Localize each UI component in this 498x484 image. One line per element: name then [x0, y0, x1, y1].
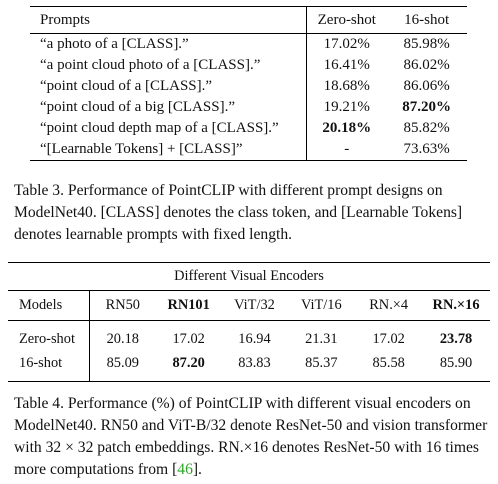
value-cell: 85.90 [422, 351, 490, 382]
value-cell: 85.58 [355, 351, 422, 382]
value-cell: 20.18 [106, 330, 139, 347]
citation-link[interactable]: 46 [177, 461, 193, 478]
value-cell: 17.02 [172, 330, 205, 347]
prompt-cell: “point cloud of a [CLASS].” [30, 76, 307, 97]
caption-text-end: ]. [192, 461, 202, 478]
caption-text: Table 4. Performance (%) of PointCLIP with different visual encoders on ModelNet40. RN50 and ViT-B/32 denote ResNet-50 and vision transformer with 32 × 32 patch embeddings. RN.×16 denotes ResNet-50 with 16 times more computations from [ [14, 395, 488, 478]
sixteen-shot-cell-best: 87.20% [402, 99, 452, 115]
header-vit16: ViT/16 [287, 291, 355, 321]
table-row [30, 118, 467, 139]
table-4-visual-encoders [8, 262, 490, 382]
value-cell: 16.94 [238, 330, 271, 347]
sixteen-shot-cell: 86.06% [403, 78, 450, 94]
zero-shot-cell: - [307, 139, 387, 161]
row-label: Zero-shot [8, 321, 89, 352]
table-row [30, 97, 467, 118]
value-cell-best: 87.20 [156, 351, 222, 382]
prompt-cell: “point cloud depth map of a [CLASS].” [30, 118, 307, 139]
value-cell-best: 23.78 [439, 330, 473, 347]
header-models: Models [8, 291, 89, 321]
value-cell: 17.02 [372, 330, 405, 347]
table-4-caption [14, 393, 488, 481]
header-vit32: ViT/32 [222, 291, 288, 321]
header-rnx16: RN.×16 [422, 291, 490, 321]
value-cell: 21.31 [305, 330, 338, 347]
header-16-shot: 16-shot [386, 7, 467, 34]
prompt-cell: “point cloud of a big [CLASS].” [30, 97, 307, 118]
sixteen-shot-cell: 85.98% [403, 36, 450, 52]
table-3-prompt-designs [30, 6, 467, 161]
zero-shot-cell: 17.02% [323, 36, 370, 52]
table-4-header-row [8, 291, 490, 321]
header-rnx4: RN.×4 [355, 291, 422, 321]
row-label: 16-shot [8, 351, 89, 382]
table-4-group-header-row [8, 263, 490, 291]
zero-shot-cell: 18.68% [323, 78, 370, 94]
sixteen-shot-cell: 86.02% [403, 57, 450, 73]
zero-shot-cell-best: 20.18% [322, 120, 372, 136]
sixteen-shot-cell: 73.63% [386, 139, 467, 161]
header-rn101: RN101 [156, 291, 222, 321]
table-row [30, 76, 467, 97]
table-row [30, 34, 467, 56]
table-3-header-row [30, 7, 467, 34]
value-cell: 85.37 [287, 351, 355, 382]
table-row [30, 139, 467, 161]
header-zero-shot: Zero-shot [307, 7, 387, 34]
zero-shot-cell: 19.21% [323, 99, 370, 115]
value-cell: 83.83 [222, 351, 288, 382]
zero-shot-cell: 16.41% [323, 57, 370, 73]
value-cell: 85.09 [89, 351, 155, 382]
table-row [8, 351, 490, 382]
header-prompts: Prompts [30, 7, 307, 34]
prompt-cell: “[Learnable Tokens] + [CLASS]” [30, 139, 307, 161]
table-3-caption: Table 3. Performance of PointCLIP with different prompt designs on ModelNet40. [CLASS] denotes the class token, and [Learnable Tokens] denotes learnable prompts with fixed length. [14, 182, 463, 243]
header-rn50: RN50 [89, 291, 155, 321]
group-header: Different Visual Encoders [8, 263, 490, 291]
table-row [30, 55, 467, 76]
sixteen-shot-cell: 85.82% [403, 120, 450, 136]
table-row [8, 321, 490, 352]
prompt-cell: “a photo of a [CLASS].” [30, 34, 307, 56]
prompt-cell: “a point cloud photo of a [CLASS].” [30, 55, 307, 76]
